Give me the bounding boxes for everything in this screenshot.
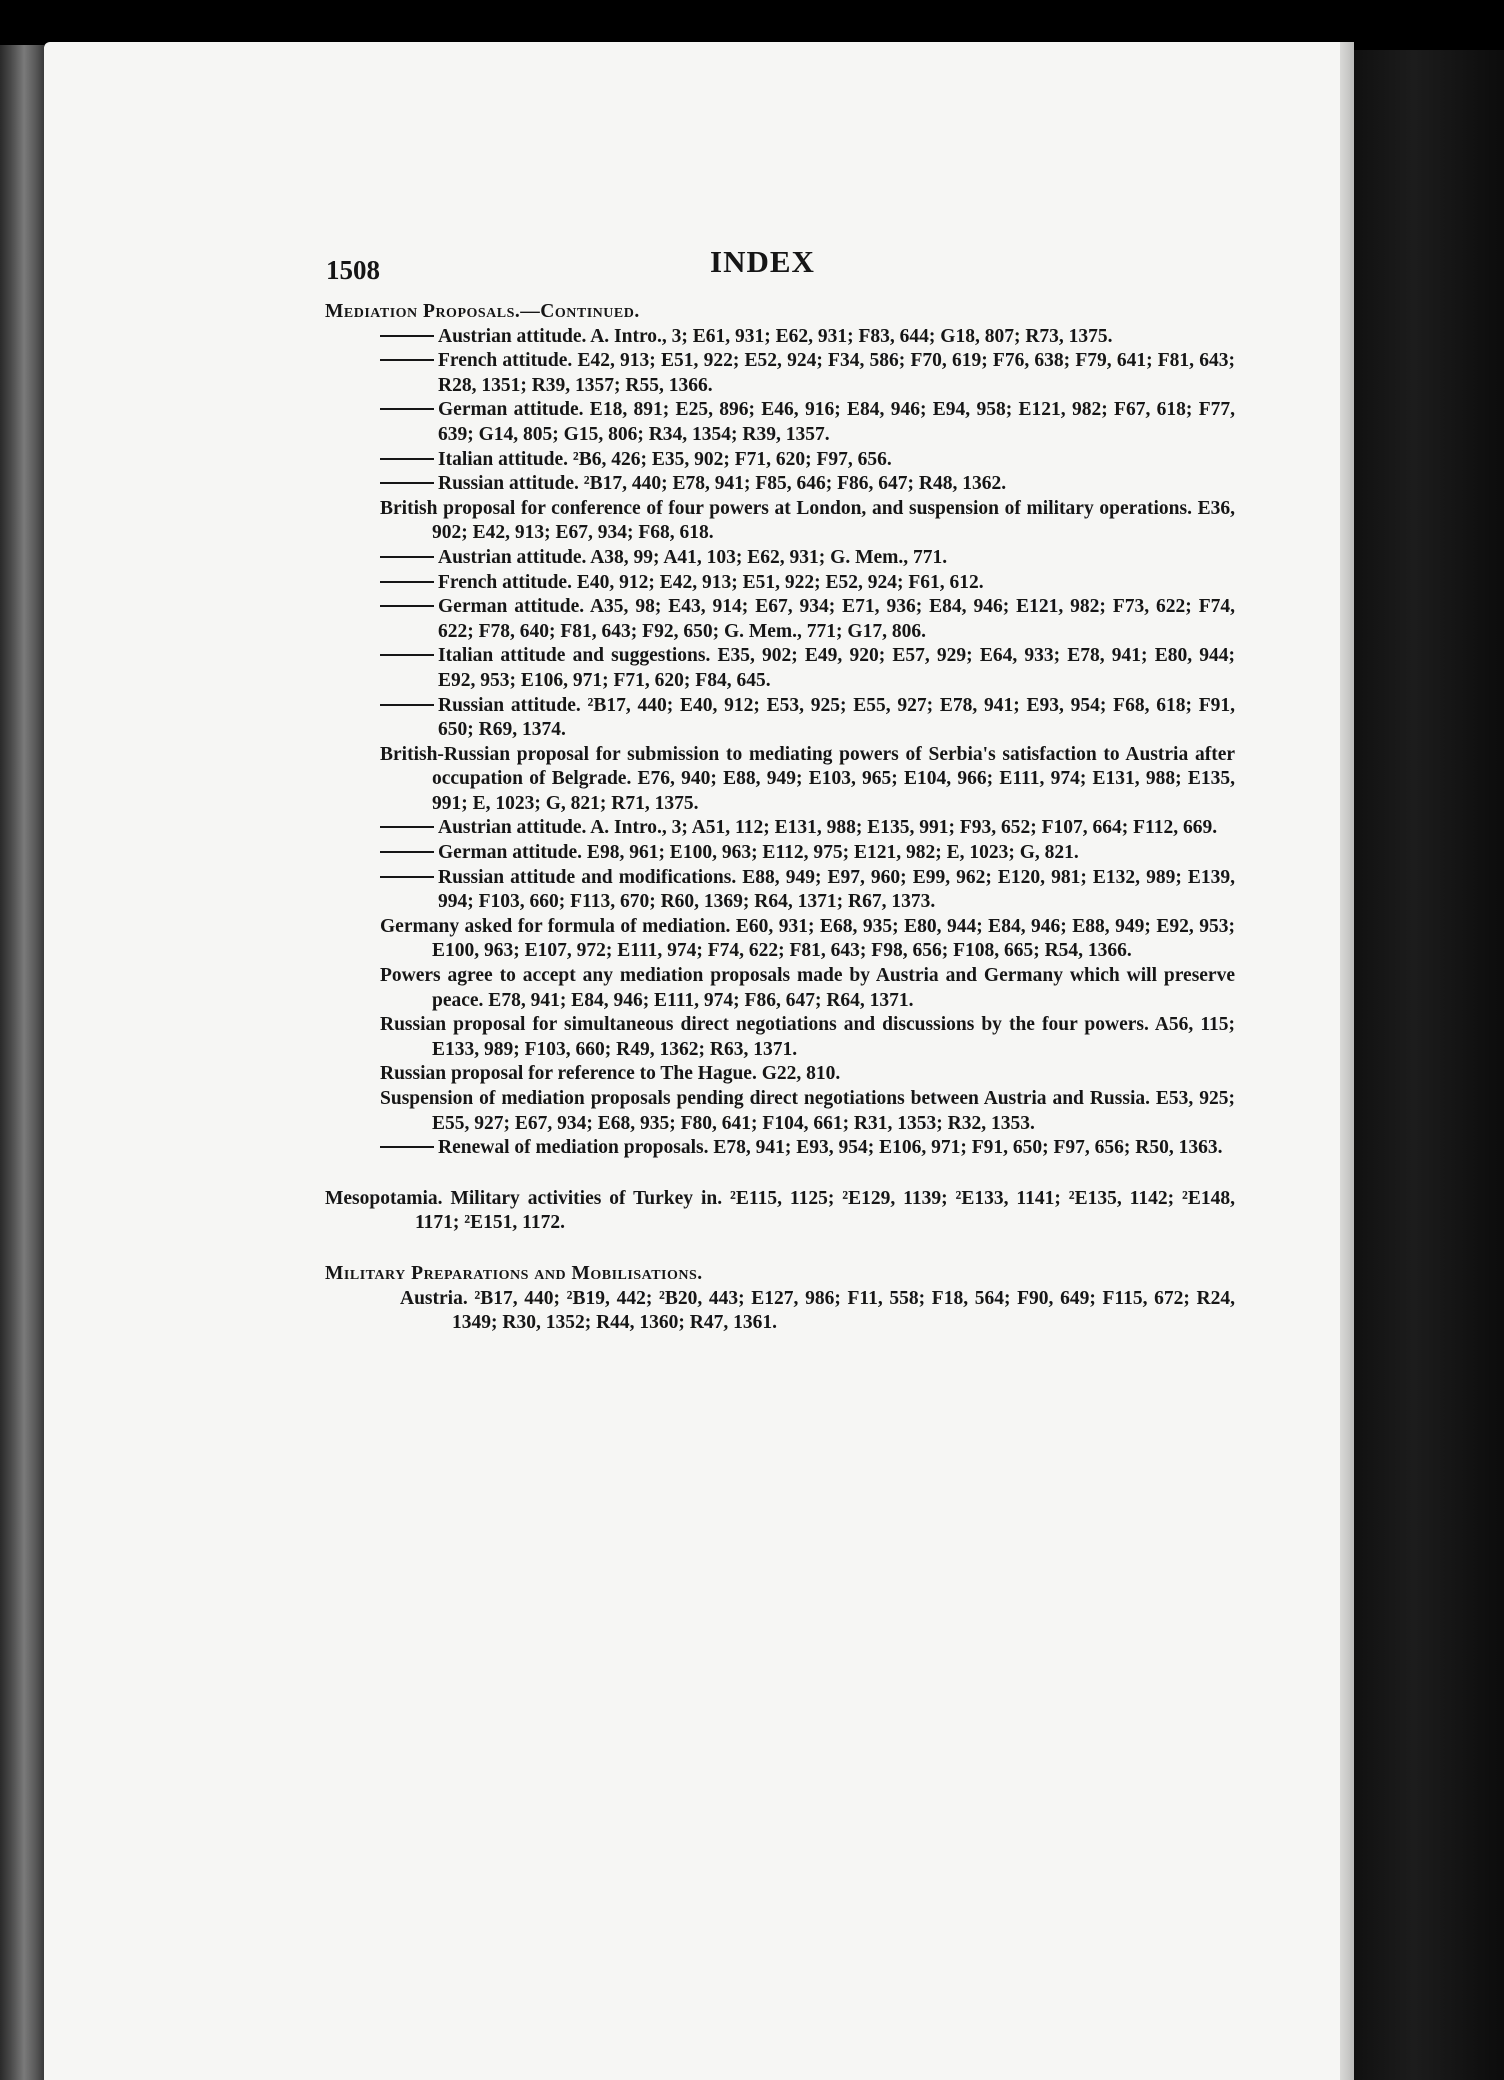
index-subentry xyxy=(320,472,1235,497)
entry-text: Italian attitude and suggestions. E35, 902; E49, 920; E57, 929; E64, 933; E78, 941; E80, 944; E92, 953; E106, 971; F71, 620; F84, 645. xyxy=(438,645,1235,691)
ditto-dash xyxy=(380,581,434,583)
ditto-dash xyxy=(380,556,434,558)
index-entry: Germany asked for formula of mediation. E60, 931; E68, 935; E80, 944; E84, 946; E88, 949; E92, 953; E100, 963; E107, 972; E111, 974; F74, 622; F81, 643; F98, 656; F108, 665; R54, 1366. xyxy=(380,915,1235,962)
entry-text: French attitude. E42, 913; E51, 922; E52, 924; F34, 586; F70, 619; F76, 638; F79, 641; F81, 643; R28, 1351; R39, 1357; R55, 1366. xyxy=(438,350,1235,396)
book-spine xyxy=(0,45,44,2080)
ditto-dash xyxy=(380,359,434,361)
ditto-dash xyxy=(380,704,434,706)
index-entry: British proposal for conference of four powers at London, and suspension of military operations. E36, 902; E42, 913; E67, 934; F68, 618. xyxy=(380,497,1235,544)
index-subentry xyxy=(320,841,1235,866)
index-subentry xyxy=(320,546,1235,571)
index-subentry xyxy=(320,1136,1235,1161)
entry-text: Austrian attitude. A. Intro., 3; E61, 931; E62, 931; F83, 644; G18, 807; R73, 1375. xyxy=(438,325,1113,347)
index-entry: Russian proposal for reference to The Hague. G22, 810. xyxy=(380,1063,841,1085)
entry-text: Austrian attitude. A. Intro., 3; A51, 112; E131, 988; E135, 991; F93, 652; F107, 664; F112, 669. xyxy=(438,817,1218,839)
index-entry: Powers agree to accept any mediation proposals made by Austria and Germany which will preserve peace. E78, 941; E84, 946; E111, 974; F86, 647; R64, 1371. xyxy=(380,965,1235,1011)
ditto-dash xyxy=(380,605,434,607)
ditto-dash xyxy=(380,408,434,410)
scan-background xyxy=(1354,50,1504,2080)
section-gap xyxy=(320,1236,1235,1262)
ditto-dash xyxy=(380,876,434,878)
index-subentry xyxy=(320,448,1235,473)
ditto-dash xyxy=(380,482,434,484)
ditto-dash xyxy=(380,1146,434,1148)
entry-text: Austrian attitude. A38, 99; A41, 103; E62, 931; G. Mem., 771. xyxy=(438,546,948,568)
index-entry: British-Russian proposal for submission to mediating powers of Serbia's satisfaction to Austria after occupation of Belgrade. E76, 940; E88, 949; E103, 965; E104, 966; E111, 974; E131, 988; E135, 991; E, 1023; G, 821; R71, 1375. xyxy=(380,743,1235,814)
index-subentry xyxy=(320,595,1235,644)
index-subentry xyxy=(320,644,1235,693)
entry-text: German attitude. E98, 961; E100, 963; E112, 975; E121, 982; E, 1023; G, 821. xyxy=(438,842,1079,864)
entry-text: German attitude. E18, 891; E25, 896; E46, 916; E84, 946; E94, 958; E121, 982; F67, 618; F77, 639; G14, 805; G15, 806; R34, 1354; R39, 1357. xyxy=(438,399,1235,445)
ditto-dash xyxy=(380,826,434,828)
ditto-dash xyxy=(380,851,434,853)
index-subentry xyxy=(320,866,1235,915)
page-gutter xyxy=(1340,42,1354,2080)
index-heading: Military Preparations and Mobilisations. xyxy=(325,1262,703,1284)
index-heading: Mediation Proposals.—Continued. xyxy=(325,301,640,322)
entry-text: Italian attitude. ²B6, 426; E35, 902; F71, 620; F97, 656. xyxy=(438,448,892,470)
index-entry: Austria. ²B17, 440; ²B19, 442; ²B20, 443; E127, 986; F11, 558; F18, 564; F90, 649; F115, 672; R24, 1349; R30, 1352; R44, 1360; R47, 1361. xyxy=(400,1287,1235,1334)
ditto-dash xyxy=(380,654,434,656)
index-subentry xyxy=(320,325,1235,350)
section-gap xyxy=(320,1161,1235,1187)
index-subentry xyxy=(320,349,1235,398)
index-subentry xyxy=(320,816,1235,841)
index-subentry xyxy=(320,398,1235,447)
entry-text: Russian attitude. ²B17, 440; E40, 912; E53, 925; E55, 927; E78, 941; E93, 954; F68, 618; F91, 650; R69, 1374. xyxy=(438,694,1235,741)
ditto-dash xyxy=(380,458,434,460)
running-head: INDEX xyxy=(710,244,815,279)
entry-text: Renewal of mediation proposals. E78, 941; E93, 954; E106, 971; F91, 650; F97, 656; R50, 1363. xyxy=(438,1137,1223,1159)
index-entry: Russian proposal for simultaneous direct negotiations and discussions by the four powers. A56, 115; E133, 989; F103, 660; R49, 1362; R63, 1371. xyxy=(380,1014,1235,1060)
entry-text: German attitude. A35, 98; E43, 914; E67, 934; E71, 936; E84, 946; E121, 982; F73, 622; F74, 622; F78, 640; F81, 643; F92, 650; G. Mem., 771; G17, 806. xyxy=(438,596,1235,642)
page-header xyxy=(320,244,1235,296)
index-subentry xyxy=(320,571,1235,596)
index-entry: Suspension of mediation proposals pending direct negotiations between Austria and Russia. E53, 925; E55, 927; E67, 934; E68, 935; F80, 641; F104, 661; R31, 1353; R32, 1353. xyxy=(380,1088,1235,1134)
entry-text: French attitude. E40, 912; E42, 913; E51, 922; E52, 924; F61, 612. xyxy=(438,571,984,593)
entry-text: Russian attitude. ²B17, 440; E78, 941; F85, 646; F86, 647; R48, 1362. xyxy=(438,473,1007,495)
page-number: 1508 xyxy=(326,255,380,285)
index-subentry xyxy=(320,694,1235,743)
index-heading-entry: Mesopotamia. Military activities of Turkey in. ²E115, 1125; ²E129, 1139; ²E133, 1141; ²E135, 1142; ²E148, 1171; ²E151, 1172. xyxy=(325,1187,1235,1234)
entry-text: Russian attitude and modifications. E88, 949; E97, 960; E99, 962; E120, 981; E132, 989; E139, 994; F103, 660; F113, 670; R60, 1369; R64, 1371; R67, 1373. xyxy=(438,866,1235,913)
index-page-content xyxy=(320,244,1235,1336)
ditto-dash xyxy=(380,335,434,337)
